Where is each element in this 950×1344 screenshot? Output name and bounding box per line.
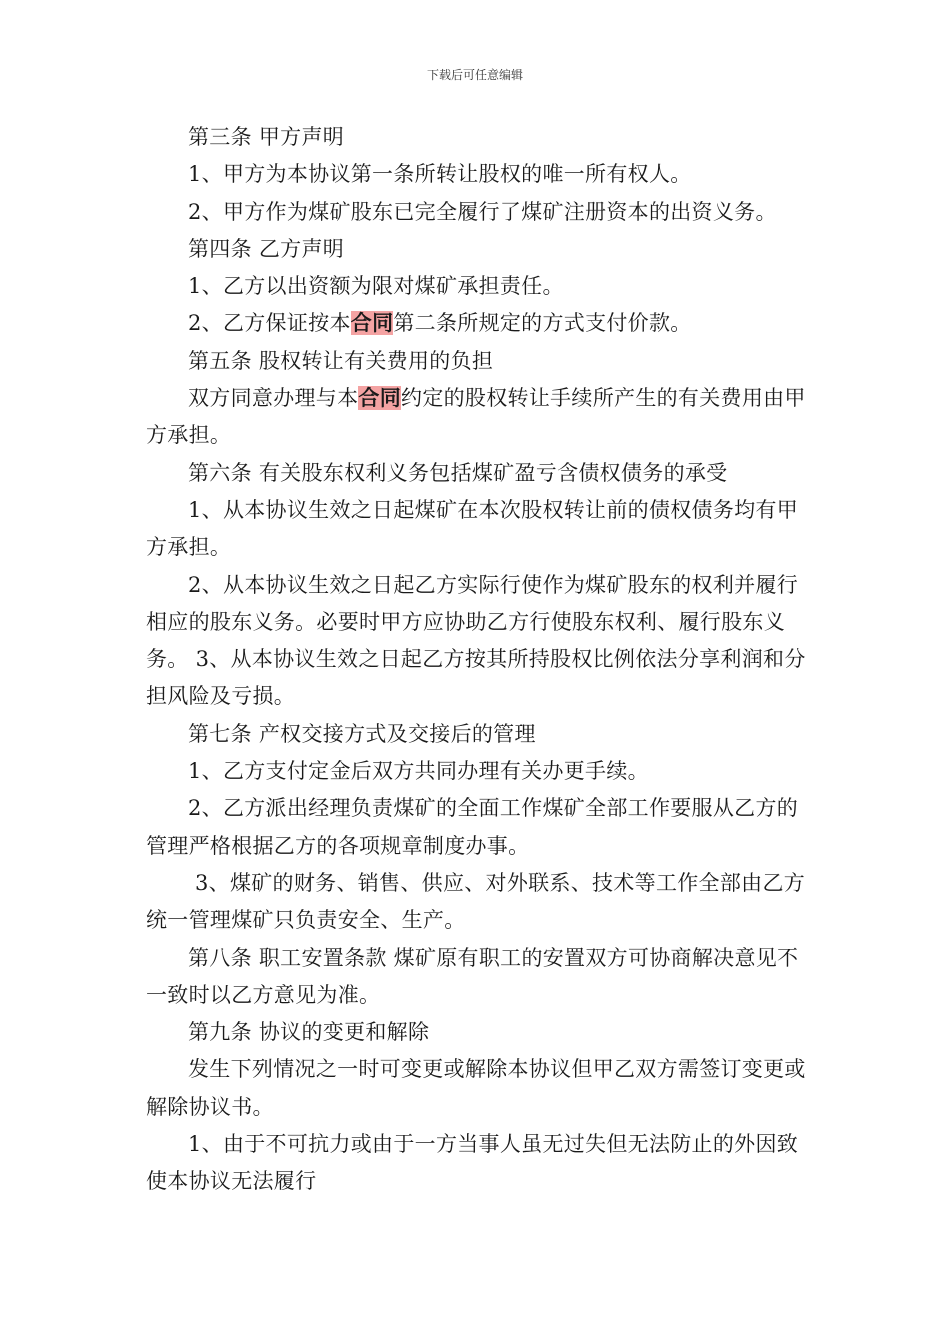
article-4-clause-2 xyxy=(146,305,810,342)
article-9-clause-1: 1、由于不可抗力或由于一方当事人虽无过失但无法防止的外因致使本协议无法履行 xyxy=(146,1132,799,1194)
clause-text-before: 2、乙方保证按本 xyxy=(188,311,351,336)
article-5-heading: 第五条 股权转让有关费用的负担 xyxy=(188,348,494,373)
clause-text-after: 第二条所规定的方式支付价款。 xyxy=(393,311,692,336)
article-6-heading: 第六条 有关股东权利义务包括煤矿盈亏含债权债务的承受 xyxy=(188,460,728,485)
article-4-heading: 第四条 乙方声明 xyxy=(188,236,345,261)
article-6-clause-1: 1、从本协议生效之日起煤矿在本次股权转让前的债权债务均有甲方承担。 xyxy=(146,497,799,560)
article-9-body: 发生下列情况之一时可变更或解除本协议但甲乙双方需签订变更或解除协议书。 xyxy=(146,1057,806,1119)
highlighted-term: 合同 xyxy=(358,386,402,411)
article-7-clause-2: 2、乙方派出经理负责煤矿的全面工作煤矿全部工作要服从乙方的管理严格根据乙方的各项规章制度办事。 xyxy=(146,796,799,858)
article-3-heading: 第三条 甲方声明 xyxy=(188,125,345,149)
article-3-clause-1: 1、甲方为本协议第一条所转让股权的唯一所有权人。 xyxy=(188,162,692,187)
article-9-heading: 第九条 协议的变更和解除 xyxy=(188,1020,430,1045)
highlighted-term: 合同 xyxy=(350,311,394,336)
article-8-text: 第八条 职工安置条款 煤矿原有职工的安置双方可协商解决意见不一致时以乙方意见为准。 xyxy=(146,945,799,1007)
article-7-clause-3: 3、煤矿的财务、销售、供应、对外联系、技术等工作全部由乙方统一管理煤矿只负责安全、生产。 xyxy=(146,870,806,933)
article-5-body xyxy=(146,380,810,455)
article-7-clause-1: 1、乙方支付定金后双方共同办理有关办更手续。 xyxy=(188,759,649,784)
article-6-clause-2-3: 2、从本协议生效之日起乙方实际行使作为煤矿股东的权利并履行相应的股东义务。必要时甲方应协助乙方行使股东权利、履行股东义务。 3、从本协议生效之日起乙方按其所持股权比例依法分享利润和分担风险及亏损。 xyxy=(146,572,806,709)
clause-text-after: 约定的股权转让手续所产生的有关费用由甲方承担。 xyxy=(146,386,806,448)
article-3-clause-2: 2、甲方作为煤矿股东已完全履行了煤矿注册资本的出资义务。 xyxy=(188,199,777,224)
clause-text-before: 双方同意办理与本 xyxy=(188,386,359,411)
page-header: 下载后可任意编辑 xyxy=(426,68,523,82)
article-7-heading: 第七条 产权交接方式及交接后的管理 xyxy=(188,721,536,746)
document-body xyxy=(146,119,810,1201)
article-4-clause-1: 1、乙方以出资额为限对煤矿承担责任。 xyxy=(188,274,564,299)
